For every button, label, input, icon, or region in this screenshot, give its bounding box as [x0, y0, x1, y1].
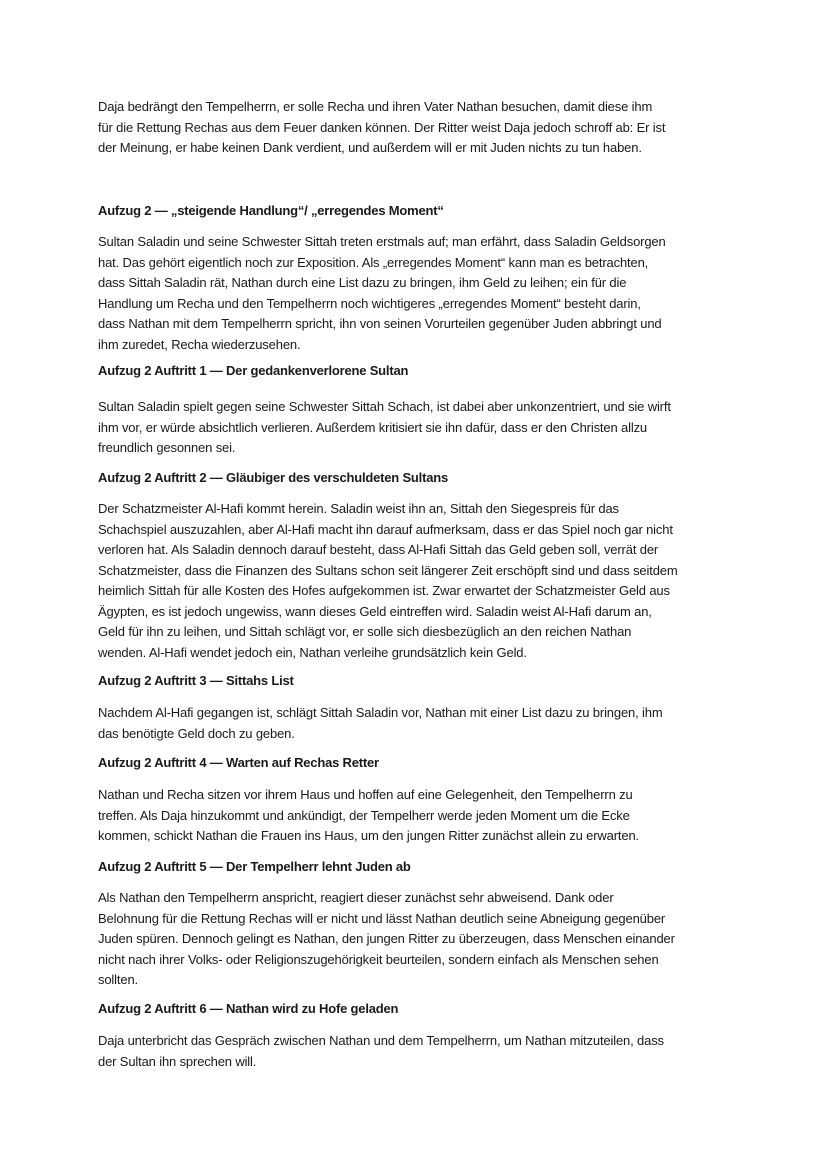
text-line: der Meinung, er habe keinen Dank verdient, und außerdem will er mit Juden nichts zu tun haben. [98, 140, 642, 155]
paragraph [98, 397, 738, 459]
text-line: Schatzmeister, dass die Finanzen des Sultans schon seit längerer Zeit erschöpft sind und dass seitdem [98, 562, 678, 578]
paragraph [98, 888, 738, 991]
section-heading: Aufzug 2 Auftritt 5 — Der Tempelherr lehnt Juden ab [98, 859, 411, 874]
section-heading: Aufzug 2 — „steigende Handlung“/ „erregendes Moment“ [98, 203, 444, 218]
section-heading: Aufzug 2 Auftritt 1 — Der gedankenverlorene Sultan [98, 363, 409, 378]
text-line: sollten. [98, 972, 138, 987]
section-heading: Aufzug 2 Auftritt 3 — Sittahs List [98, 673, 294, 688]
paragraph [98, 232, 738, 355]
text-line: treffen. Als Daja hinzukommt und ankündigt, der Tempelherr werde jeden Moment um die Ecke [98, 807, 630, 823]
section-heading: Aufzug 2 Auftritt 2 — Gläubiger des verschuldeten Sultans [98, 470, 449, 485]
paragraph [98, 1031, 738, 1072]
paragraph [98, 97, 738, 159]
text-line: Nathan und Recha sitzen vor ihrem Haus und hoffen auf eine Gelegenheit, den Tempelherrn zu [98, 787, 633, 802]
text-line: Sultan Saladin und seine Schwester Sittah treten erstmals auf; man erfährt, dass Saladin Geldsorgen [98, 234, 666, 249]
text-line: heimlich Sittah für alle Kosten des Hofes aufgekommen ist. Zwar erwartet der Schatzmeister Geld aus [98, 583, 670, 598]
text-line: Ägypten, es ist jedoch ungewiss, wann dieses Geld eintreffen wird. Saladin weist Al-Hafi darum an, [98, 603, 652, 619]
text-line: Juden spüren. Dennoch gelingt es Nathan, den jungen Ritter zu überzeugen, dass Menschen einander [98, 931, 675, 946]
text-line: Belohnung für die Rettung Rechas will er nicht und lässt Nathan deutlich seine Abneigung gegenüber [98, 910, 666, 926]
text-line: verloren hat. Als Saladin dennoch darauf besteht, dass Al-Hafi Sittah das Geld geben soll, verrät der [98, 542, 659, 557]
text-line: das benötigte Geld doch zu geben. [98, 725, 295, 741]
text-line: der Sultan ihn sprechen will. [98, 1053, 257, 1069]
text-line: hat. Das gehört eigentlich noch zur Exposition. Als „erregendes Moment“ kann man es betrachten, [98, 254, 649, 270]
paragraph [98, 499, 738, 663]
text-line: für die Rettung Rechas aus dem Feuer danken können. Der Ritter weist Daja jedoch schroff ab: Er ist [98, 119, 666, 135]
text-line: ihm vor, er würde absichtlich verlieren. Außerdem kritisiert sie ihn dafür, dass er den Christen allzu [98, 419, 648, 435]
text-line: dass Sittah Saladin rät, Nathan durch eine List dazu zu bringen, ihm Geld zu leihen; ein für die [98, 275, 627, 290]
text-line: Schachspiel auszuzahlen, aber Al-Hafi macht ihn darauf aufmerksam, dass er das Spiel noch gar nicht [98, 521, 673, 537]
paragraph [98, 703, 738, 744]
text-line: freundlich gesonnen sei. [98, 440, 236, 455]
text-line: Daja unterbricht das Gespräch zwischen Nathan und dem Tempelherrn, um Nathan mitzuteilen, dass [98, 1033, 664, 1048]
text-line: Handlung um Recha und den Tempelherrn noch wichtigeres „erregendes Moment“ besteht darin, [98, 295, 641, 311]
text-line: Der Schatzmeister Al-Hafi kommt herein. Saladin weist ihn an, Sittah den Siegespreis für das [98, 501, 619, 516]
text-line: Daja bedrängt den Tempelherrn, er solle Recha und ihren Vater Nathan besuchen, damit diese ihm [98, 99, 653, 114]
paragraph [98, 785, 738, 847]
text-line: Sultan Saladin spielt gegen seine Schwester Sittah Schach, ist dabei aber unkonzentriert, und sie wirft [98, 399, 671, 414]
text-line: Als Nathan den Tempelherrn anspricht, reagiert dieser zunächst sehr abweisend. Dank oder [98, 890, 614, 905]
text-line: ihm zuredet, Recha wiederzusehen. [98, 336, 301, 352]
text-line: Nachdem Al-Hafi gegangen ist, schlägt Sittah Saladin vor, Nathan mit einer List dazu zu bringen, ihm [98, 705, 663, 720]
text-line: Geld für ihn zu leihen, und Sittah schlägt vor, er solle sich diesbezüglich an den reichen Nathan [98, 624, 632, 639]
section-heading: Aufzug 2 Auftritt 6 — Nathan wird zu Hofe geladen [98, 1001, 399, 1016]
text-line: wenden. Al-Hafi wendet jedoch ein, Nathan verleihe grundsätzlich kein Geld. [98, 644, 527, 660]
text-line: dass Nathan mit dem Tempelherrn spricht, ihn von seinen Vorurteilen gegenüber Juden abbringt und [98, 316, 662, 331]
text-line: nicht nach ihrer Volks- oder Religionszugehörigkeit beurteilen, sondern einfach als Menschen sehen [98, 951, 659, 967]
text-line: kommen, schickt Nathan die Frauen ins Haus, um den jungen Ritter zunächst allein zu erwarten. [98, 828, 639, 843]
section-heading: Aufzug 2 Auftritt 4 — Warten auf Rechas Retter [98, 755, 379, 770]
